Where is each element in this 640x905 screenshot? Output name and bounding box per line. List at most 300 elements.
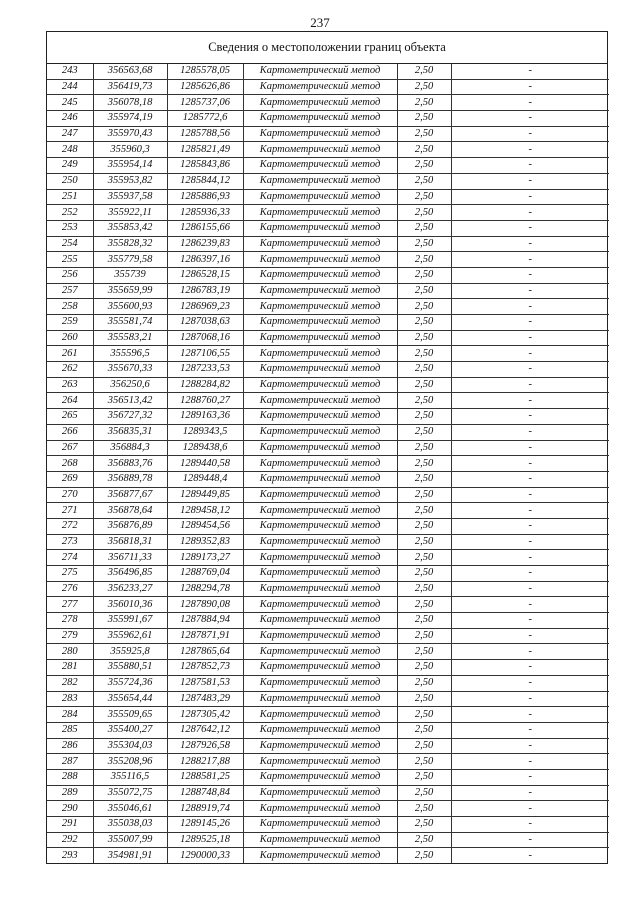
description-cell: - [451,142,609,158]
description-cell: - [451,126,609,142]
accuracy-cell: 2,50 [397,283,451,299]
y-coordinate-cell: 1286397,16 [167,252,243,268]
table-row [47,566,609,582]
method-cell: Картометрический метод [243,173,397,189]
x-coordinate-cell: 356513,42 [93,393,167,409]
accuracy-cell: 2,50 [397,95,451,111]
x-coordinate-cell: 355046,61 [93,801,167,817]
accuracy-cell: 2,50 [397,189,451,205]
x-coordinate-cell: 355991,67 [93,613,167,629]
accuracy-cell: 2,50 [397,173,451,189]
x-coordinate-cell: 356010,36 [93,597,167,613]
point-number-cell: 287 [47,754,93,770]
point-number-cell: 254 [47,236,93,252]
y-coordinate-cell: 1288217,88 [167,754,243,770]
point-number-cell: 275 [47,566,93,582]
table-row [47,409,609,425]
y-coordinate-cell: 1288581,25 [167,769,243,785]
x-coordinate-cell: 355953,82 [93,173,167,189]
y-coordinate-cell: 1288769,04 [167,566,243,582]
description-cell: - [451,566,609,582]
accuracy-cell: 2,50 [397,754,451,770]
description-cell: - [451,597,609,613]
y-coordinate-cell: 1287871,91 [167,628,243,644]
table-row [47,769,609,785]
point-number-cell: 277 [47,597,93,613]
table-row [47,456,609,472]
method-cell: Картометрический метод [243,644,397,660]
accuracy-cell: 2,50 [397,644,451,660]
x-coordinate-cell: 355583,21 [93,330,167,346]
method-cell: Картометрический метод [243,111,397,127]
y-coordinate-cell: 1289448,4 [167,471,243,487]
method-cell: Картометрический метод [243,738,397,754]
x-coordinate-cell: 355739 [93,267,167,283]
y-coordinate-cell: 1285821,49 [167,142,243,158]
x-coordinate-cell: 355970,43 [93,126,167,142]
boundary-table-sheet [46,31,608,864]
y-coordinate-cell: 1287642,12 [167,722,243,738]
table-row [47,377,609,393]
point-number-cell: 268 [47,456,93,472]
method-cell: Картометрический метод [243,346,397,362]
accuracy-cell: 2,50 [397,220,451,236]
method-cell: Картометрический метод [243,252,397,268]
y-coordinate-cell: 1286155,66 [167,220,243,236]
table-row [47,267,609,283]
y-coordinate-cell: 1288748,84 [167,785,243,801]
method-cell: Картометрический метод [243,785,397,801]
x-coordinate-cell: 356878,64 [93,503,167,519]
accuracy-cell: 2,50 [397,832,451,848]
description-cell: - [451,471,609,487]
table-row [47,660,609,676]
method-cell: Картометрический метод [243,79,397,95]
y-coordinate-cell: 1286783,19 [167,283,243,299]
x-coordinate-cell: 355922,11 [93,205,167,221]
point-number-cell: 292 [47,832,93,848]
table-row [47,644,609,660]
point-number-cell: 282 [47,675,93,691]
description-cell: - [451,424,609,440]
x-coordinate-cell: 355925,8 [93,644,167,660]
accuracy-cell: 2,50 [397,111,451,127]
x-coordinate-cell: 355779,58 [93,252,167,268]
y-coordinate-cell: 1285626,86 [167,79,243,95]
y-coordinate-cell: 1287483,29 [167,691,243,707]
y-coordinate-cell: 1287068,16 [167,330,243,346]
accuracy-cell: 2,50 [397,330,451,346]
x-coordinate-cell: 355038,03 [93,817,167,833]
x-coordinate-cell: 355670,33 [93,362,167,378]
description-cell: - [451,503,609,519]
y-coordinate-cell: 1289173,27 [167,550,243,566]
point-number-cell: 265 [47,409,93,425]
x-coordinate-cell: 355400,27 [93,722,167,738]
y-coordinate-cell: 1289352,83 [167,534,243,550]
method-cell: Картометрический метод [243,64,397,79]
point-number-cell: 273 [47,534,93,550]
point-number-cell: 251 [47,189,93,205]
point-number-cell: 243 [47,64,93,79]
x-coordinate-cell: 355974,19 [93,111,167,127]
description-cell: - [451,346,609,362]
x-coordinate-cell: 356250,6 [93,377,167,393]
y-coordinate-cell: 1288760,27 [167,393,243,409]
description-cell: - [451,205,609,221]
accuracy-cell: 2,50 [397,769,451,785]
accuracy-cell: 2,50 [397,817,451,833]
y-coordinate-cell: 1287852,73 [167,660,243,676]
description-cell: - [451,801,609,817]
point-number-cell: 263 [47,377,93,393]
accuracy-cell: 2,50 [397,126,451,142]
method-cell: Картометрический метод [243,566,397,582]
point-number-cell: 244 [47,79,93,95]
accuracy-cell: 2,50 [397,409,451,425]
method-cell: Картометрический метод [243,581,397,597]
method-cell: Картометрический метод [243,550,397,566]
method-cell: Картометрический метод [243,769,397,785]
y-coordinate-cell: 1290000,33 [167,848,243,863]
x-coordinate-cell: 355600,93 [93,299,167,315]
point-number-cell: 248 [47,142,93,158]
table-row [47,848,609,863]
method-cell: Картометрический метод [243,267,397,283]
description-cell: - [451,691,609,707]
table-row [47,424,609,440]
description-cell: - [451,456,609,472]
table-row [47,95,609,111]
description-cell: - [451,628,609,644]
y-coordinate-cell: 1286528,15 [167,267,243,283]
method-cell: Картометрический метод [243,189,397,205]
method-cell: Картометрический метод [243,817,397,833]
method-cell: Картометрический метод [243,660,397,676]
x-coordinate-cell: 355937,58 [93,189,167,205]
point-number-cell: 247 [47,126,93,142]
y-coordinate-cell: 1287884,94 [167,613,243,629]
x-coordinate-cell: 355072,75 [93,785,167,801]
method-cell: Картометрический метод [243,315,397,331]
table-body [47,64,609,863]
x-coordinate-cell: 355659,99 [93,283,167,299]
y-coordinate-cell: 1289438,6 [167,440,243,456]
description-cell: - [451,252,609,268]
point-number-cell: 253 [47,220,93,236]
table-row [47,346,609,362]
x-coordinate-cell: 355828,32 [93,236,167,252]
accuracy-cell: 2,50 [397,785,451,801]
x-coordinate-cell: 355007,99 [93,832,167,848]
method-cell: Картометрический метод [243,628,397,644]
method-cell: Картометрический метод [243,299,397,315]
x-coordinate-cell: 356233,27 [93,581,167,597]
table-row [47,158,609,174]
accuracy-cell: 2,50 [397,487,451,503]
y-coordinate-cell: 1287305,42 [167,707,243,723]
point-number-cell: 250 [47,173,93,189]
method-cell: Картометрический метод [243,220,397,236]
description-cell: - [451,534,609,550]
table-row [47,64,609,79]
description-cell: - [451,707,609,723]
x-coordinate-cell: 355509,65 [93,707,167,723]
table-title: Сведения о местоположении границ объекта [47,32,607,64]
method-cell: Картометрический метод [243,518,397,534]
method-cell: Картометрический метод [243,613,397,629]
point-number-cell: 269 [47,471,93,487]
method-cell: Картометрический метод [243,236,397,252]
y-coordinate-cell: 1285578,05 [167,64,243,79]
accuracy-cell: 2,50 [397,738,451,754]
point-number-cell: 280 [47,644,93,660]
accuracy-cell: 2,50 [397,503,451,519]
point-number-cell: 255 [47,252,93,268]
point-number-cell: 281 [47,660,93,676]
accuracy-cell: 2,50 [397,550,451,566]
method-cell: Картометрический метод [243,503,397,519]
x-coordinate-cell: 356818,31 [93,534,167,550]
method-cell: Картометрический метод [243,675,397,691]
accuracy-cell: 2,50 [397,158,451,174]
method-cell: Картометрический метод [243,158,397,174]
accuracy-cell: 2,50 [397,518,451,534]
table-row [47,205,609,221]
accuracy-cell: 2,50 [397,424,451,440]
point-number-cell: 286 [47,738,93,754]
description-cell: - [451,675,609,691]
table-row [47,142,609,158]
point-number-cell: 245 [47,95,93,111]
table-row [47,111,609,127]
y-coordinate-cell: 1285737,06 [167,95,243,111]
method-cell: Картометрический метод [243,471,397,487]
point-number-cell: 283 [47,691,93,707]
description-cell: - [451,754,609,770]
table-row [47,817,609,833]
table-row [47,503,609,519]
method-cell: Картометрический метод [243,597,397,613]
accuracy-cell: 2,50 [397,471,451,487]
accuracy-cell: 2,50 [397,534,451,550]
method-cell: Картометрический метод [243,440,397,456]
table-row [47,126,609,142]
point-number-cell: 264 [47,393,93,409]
x-coordinate-cell: 354981,91 [93,848,167,863]
description-cell: - [451,738,609,754]
x-coordinate-cell: 355596,5 [93,346,167,362]
description-cell: - [451,236,609,252]
y-coordinate-cell: 1289458,12 [167,503,243,519]
point-number-cell: 246 [47,111,93,127]
table-row [47,315,609,331]
table-row [47,362,609,378]
description-cell: - [451,613,609,629]
y-coordinate-cell: 1287106,55 [167,346,243,362]
method-cell: Картометрический метод [243,424,397,440]
x-coordinate-cell: 356835,31 [93,424,167,440]
point-number-cell: 256 [47,267,93,283]
accuracy-cell: 2,50 [397,236,451,252]
y-coordinate-cell: 1288919,74 [167,801,243,817]
point-number-cell: 252 [47,205,93,221]
y-coordinate-cell: 1285843,86 [167,158,243,174]
table-row [47,738,609,754]
method-cell: Картометрический метод [243,534,397,550]
method-cell: Картометрический метод [243,205,397,221]
method-cell: Картометрический метод [243,362,397,378]
accuracy-cell: 2,50 [397,597,451,613]
description-cell: - [451,362,609,378]
accuracy-cell: 2,50 [397,707,451,723]
description-cell: - [451,299,609,315]
x-coordinate-cell: 356884,3 [93,440,167,456]
description-cell: - [451,315,609,331]
point-number-cell: 284 [47,707,93,723]
description-cell: - [451,832,609,848]
method-cell: Картометрический метод [243,126,397,142]
y-coordinate-cell: 1285788,56 [167,126,243,142]
description-cell: - [451,377,609,393]
y-coordinate-cell: 1288294,78 [167,581,243,597]
point-number-cell: 262 [47,362,93,378]
description-cell: - [451,518,609,534]
table-row [47,471,609,487]
y-coordinate-cell: 1287890,08 [167,597,243,613]
method-cell: Картометрический метод [243,691,397,707]
point-number-cell: 261 [47,346,93,362]
table-row [47,393,609,409]
accuracy-cell: 2,50 [397,299,451,315]
method-cell: Картометрический метод [243,487,397,503]
table-row [47,330,609,346]
coordinates-table [47,64,609,863]
table-row [47,173,609,189]
accuracy-cell: 2,50 [397,315,451,331]
description-cell: - [451,409,609,425]
description-cell: - [451,111,609,127]
description-cell: - [451,393,609,409]
point-number-cell: 285 [47,722,93,738]
accuracy-cell: 2,50 [397,79,451,95]
method-cell: Картометрический метод [243,801,397,817]
method-cell: Картометрический метод [243,456,397,472]
accuracy-cell: 2,50 [397,722,451,738]
x-coordinate-cell: 356711,33 [93,550,167,566]
point-number-cell: 258 [47,299,93,315]
y-coordinate-cell: 1285772,6 [167,111,243,127]
accuracy-cell: 2,50 [397,581,451,597]
table-row [47,283,609,299]
table-row [47,785,609,801]
table-row [47,220,609,236]
accuracy-cell: 2,50 [397,660,451,676]
x-coordinate-cell: 355304,03 [93,738,167,754]
description-cell: - [451,644,609,660]
y-coordinate-cell: 1285886,93 [167,189,243,205]
description-cell: - [451,722,609,738]
method-cell: Картометрический метод [243,95,397,111]
point-number-cell: 279 [47,628,93,644]
description-cell: - [451,487,609,503]
point-number-cell: 274 [47,550,93,566]
description-cell: - [451,817,609,833]
method-cell: Картометрический метод [243,393,397,409]
table-row [47,801,609,817]
description-cell: - [451,550,609,566]
x-coordinate-cell: 355581,74 [93,315,167,331]
x-coordinate-cell: 355853,42 [93,220,167,236]
accuracy-cell: 2,50 [397,64,451,79]
method-cell: Картометрический метод [243,707,397,723]
method-cell: Картометрический метод [243,283,397,299]
table-row [47,613,609,629]
x-coordinate-cell: 356876,89 [93,518,167,534]
table-row [47,440,609,456]
x-coordinate-cell: 355954,14 [93,158,167,174]
point-number-cell: 276 [47,581,93,597]
table-row [47,832,609,848]
table-row [47,252,609,268]
y-coordinate-cell: 1286969,23 [167,299,243,315]
accuracy-cell: 2,50 [397,613,451,629]
description-cell: - [451,158,609,174]
description-cell: - [451,173,609,189]
accuracy-cell: 2,50 [397,566,451,582]
description-cell: - [451,189,609,205]
table-row [47,722,609,738]
point-number-cell: 293 [47,848,93,863]
y-coordinate-cell: 1285844,12 [167,173,243,189]
table-row [47,518,609,534]
table-row [47,675,609,691]
point-number-cell: 267 [47,440,93,456]
point-number-cell: 271 [47,503,93,519]
y-coordinate-cell: 1289163,36 [167,409,243,425]
x-coordinate-cell: 356078,18 [93,95,167,111]
description-cell: - [451,848,609,863]
x-coordinate-cell: 356496,85 [93,566,167,582]
accuracy-cell: 2,50 [397,393,451,409]
x-coordinate-cell: 356727,32 [93,409,167,425]
y-coordinate-cell: 1287581,53 [167,675,243,691]
point-number-cell: 290 [47,801,93,817]
x-coordinate-cell: 355962,61 [93,628,167,644]
y-coordinate-cell: 1285936,33 [167,205,243,221]
point-number-cell: 260 [47,330,93,346]
method-cell: Картометрический метод [243,330,397,346]
x-coordinate-cell: 356883,76 [93,456,167,472]
accuracy-cell: 2,50 [397,252,451,268]
x-coordinate-cell: 356877,67 [93,487,167,503]
y-coordinate-cell: 1287233,53 [167,362,243,378]
method-cell: Картометрический метод [243,722,397,738]
description-cell: - [451,79,609,95]
method-cell: Картометрический метод [243,848,397,863]
description-cell: - [451,785,609,801]
description-cell: - [451,440,609,456]
y-coordinate-cell: 1289343,5 [167,424,243,440]
point-number-cell: 249 [47,158,93,174]
point-number-cell: 291 [47,817,93,833]
accuracy-cell: 2,50 [397,267,451,283]
method-cell: Картометрический метод [243,754,397,770]
accuracy-cell: 2,50 [397,377,451,393]
point-number-cell: 278 [47,613,93,629]
x-coordinate-cell: 355724,36 [93,675,167,691]
accuracy-cell: 2,50 [397,142,451,158]
